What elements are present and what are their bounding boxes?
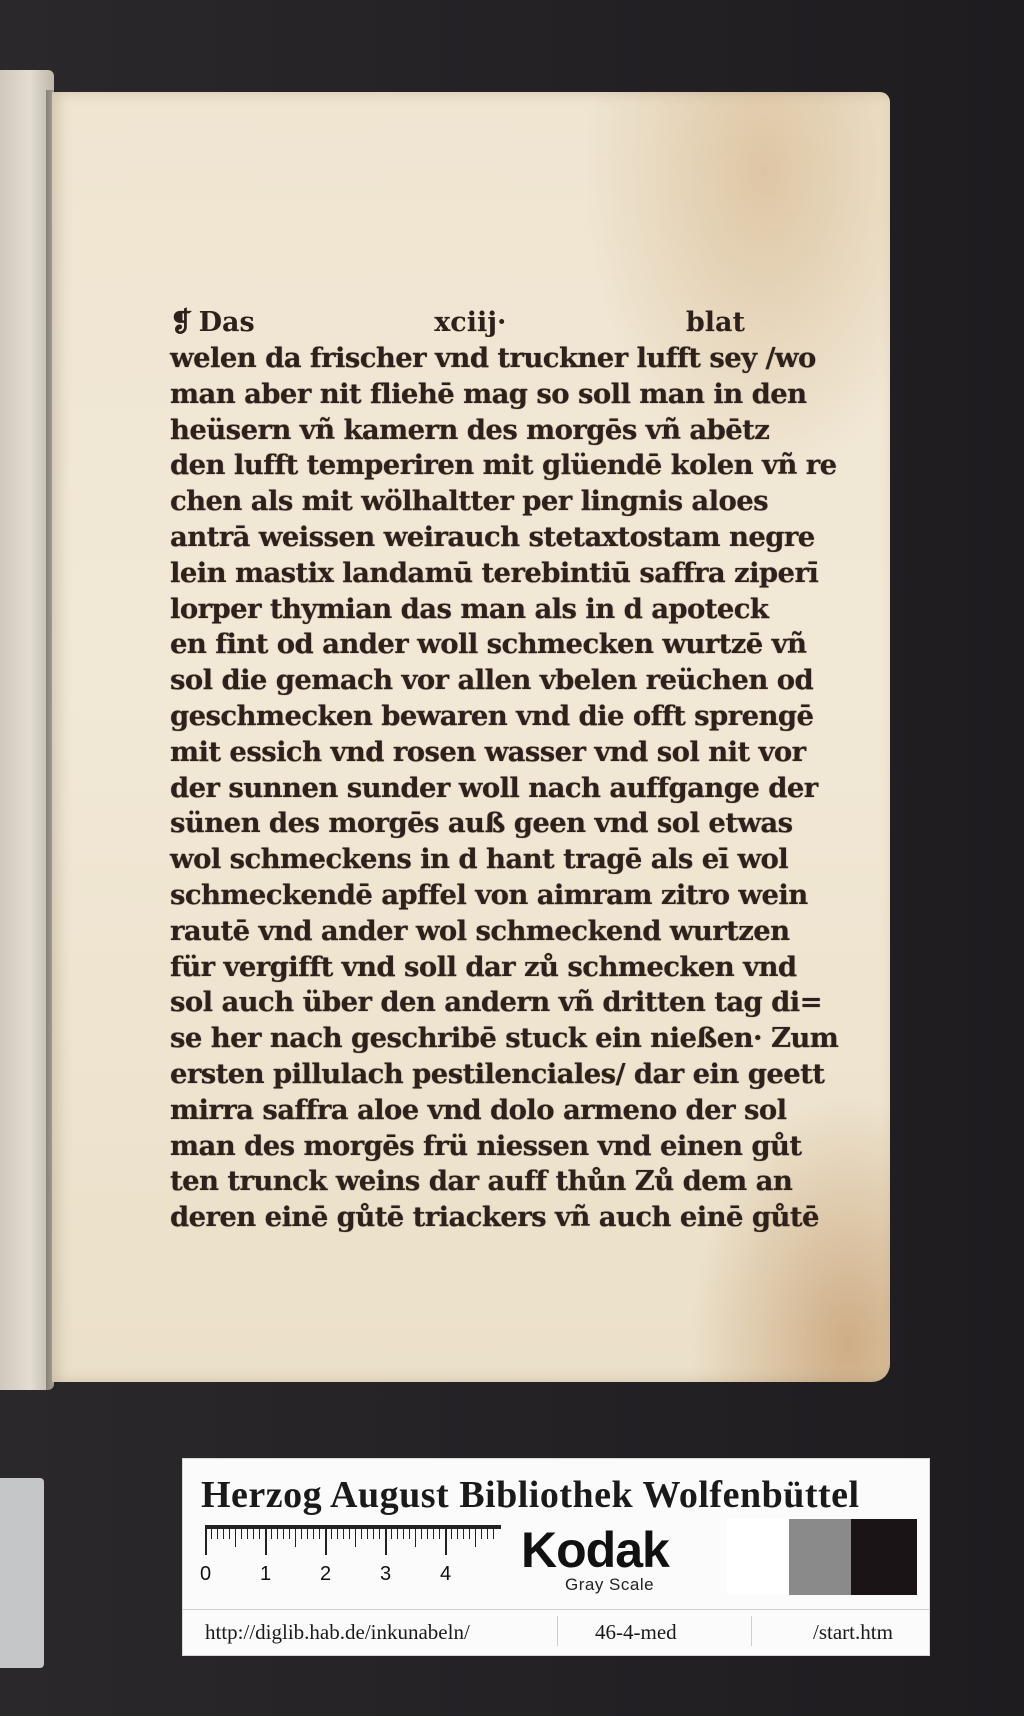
ruler-tick	[415, 1525, 416, 1547]
footer-url: http://diglib.hab.de/inkunabeln/	[205, 1620, 470, 1644]
text-line: ersten pillulach pestilenciales/ dar ein geett	[170, 1057, 825, 1090]
ruler-tick	[355, 1525, 356, 1547]
text-line: ten trunck weins dar auff thůn Zů dem an	[170, 1165, 793, 1198]
ruler-tick	[481, 1525, 482, 1539]
ruler-tick	[217, 1525, 218, 1539]
running-header	[170, 307, 785, 341]
ruler-tick	[445, 1525, 447, 1555]
text-line: antrā weissen weirauch stetaxtostam negre	[170, 520, 815, 553]
text-line: lorper thymian das man als in d apoteck	[170, 592, 769, 625]
ruler-tick	[223, 1525, 224, 1539]
text-line: lein mastix landamū terebintiū saffra ziperī	[170, 556, 819, 589]
black-patch	[851, 1519, 917, 1595]
ruler-tick	[319, 1525, 320, 1539]
gray-scale-caption: Gray Scale	[565, 1575, 655, 1594]
ruler-tick	[295, 1525, 296, 1547]
ruler-tick	[241, 1525, 242, 1539]
folio-number: xciij·	[434, 307, 507, 338]
ruler-tick	[259, 1525, 260, 1539]
gray-patch	[789, 1519, 855, 1595]
footer-divider	[751, 1616, 752, 1646]
ruler-tick	[487, 1525, 488, 1539]
text-line: sol die gemach vor allen vbelen reüchen od	[170, 664, 814, 697]
ruler-tick	[409, 1525, 410, 1539]
color-calibration-card	[182, 1458, 930, 1656]
measurement-ruler	[200, 1525, 505, 1585]
text-line: für vergifft vnd soll dar zů schmecken vnd	[170, 950, 797, 983]
ruler-number: 1	[260, 1563, 272, 1585]
ruler-tick	[229, 1525, 230, 1539]
footer-shelfmark: 46-4-med	[595, 1620, 677, 1644]
ruler-tick	[307, 1525, 308, 1539]
folio-page	[52, 92, 890, 1382]
header-left: ❡ Das	[170, 307, 255, 338]
card-footer	[183, 1609, 929, 1656]
ruler-tick	[271, 1525, 272, 1539]
ruler-tick	[427, 1525, 428, 1539]
text-line: geschmecken bewaren vnd die offt sprengē	[170, 699, 814, 732]
text-line: mit essich vnd rosen wasser vnd sol nit vor	[170, 735, 806, 768]
ruler-tick	[403, 1525, 404, 1539]
ruler-tick	[277, 1525, 278, 1539]
text-line: chen als mit wölhaltter per lingnis aloes	[170, 485, 769, 518]
ruler-tick	[253, 1525, 254, 1539]
spine-label	[0, 1478, 44, 1668]
ruler-tick	[235, 1525, 236, 1547]
ruler-tick	[421, 1525, 422, 1539]
footer-divider	[557, 1616, 558, 1646]
ruler-tick	[205, 1525, 207, 1555]
ruler-tick	[433, 1525, 434, 1539]
ruler-tick	[385, 1525, 387, 1555]
ruler-tick	[289, 1525, 290, 1539]
ruler-tick	[373, 1525, 374, 1539]
text-line: heüsern vñ kamern des morgēs vñ abētz	[170, 413, 770, 446]
text-line: sünen des morgēs auß geen vnd sol etwas	[170, 807, 793, 840]
ruler-tick	[301, 1525, 302, 1539]
text-line: schmeckendē apffel von aimram zitro wein	[170, 878, 808, 911]
text-line: en fint od ander woll schmecken wurtzē vñ	[170, 628, 807, 661]
text-line: deren einē gůtē triackers vñ auch einē gůtē	[170, 1201, 819, 1234]
ruler-tick	[337, 1525, 338, 1539]
ruler-tick	[475, 1525, 476, 1547]
text-line: mirra saffra aloe vnd dolo armeno der sol	[170, 1093, 787, 1126]
ruler-number: 0	[200, 1563, 212, 1585]
text-block	[170, 307, 839, 1236]
text-line: den lufft temperiren mit glüendē kolen vñ re	[170, 449, 837, 482]
header-right: blat	[685, 307, 745, 338]
ruler-tick	[469, 1525, 470, 1539]
ruler-tick	[331, 1525, 332, 1539]
ruler-tick	[211, 1525, 212, 1539]
ruler-tick	[367, 1525, 368, 1539]
ruler-tick	[493, 1525, 494, 1539]
text-line: man aber nit fliehē mag so soll man in den	[170, 377, 807, 410]
kodak-logo: Kodak	[521, 1522, 669, 1578]
ruler-tick	[325, 1525, 327, 1555]
ruler-tick	[361, 1525, 362, 1539]
text-line: rautē vnd ander wol schmeckend wurtzen	[170, 914, 790, 947]
ruler-tick	[349, 1525, 350, 1539]
ruler-tick	[247, 1525, 248, 1539]
ruler-tick	[463, 1525, 464, 1539]
ruler-tick	[343, 1525, 344, 1539]
ruler-tick	[265, 1525, 267, 1555]
ruler-number: 4	[440, 1563, 452, 1585]
ruler-tick	[379, 1525, 380, 1539]
ruler-tick	[457, 1525, 458, 1539]
ruler-tick	[283, 1525, 284, 1539]
white-patch	[727, 1519, 793, 1595]
body-text	[170, 341, 839, 1236]
text-line: wol schmeckens in d hant tragē als eī wol	[170, 843, 789, 876]
text-line: se her nach geschribē stuck ein nießen· Zum	[170, 1022, 839, 1055]
library-title: Herzog August Bibliothek Wolfenbüttel	[201, 1474, 860, 1516]
text-line: sol auch über den andern vñ dritten tag di=	[170, 986, 823, 1019]
ruler-number: 2	[320, 1563, 332, 1585]
text-line: welen da frischer vnd truckner lufft sey /wo	[170, 342, 816, 374]
ruler-tick	[397, 1525, 398, 1539]
ruler-number: 3	[380, 1563, 392, 1585]
ruler-tick	[439, 1525, 440, 1539]
text-line: der sunnen sunder woll nach auffgange der	[170, 771, 818, 804]
ruler-tick	[451, 1525, 452, 1539]
ruler-tick	[391, 1525, 392, 1539]
text-line: man des morgēs frü niessen vnd einen gůt	[170, 1129, 802, 1162]
footer-suffix: /start.htm	[813, 1620, 893, 1644]
pilcrow-icon: ❡	[170, 307, 193, 338]
ruler-tick	[313, 1525, 314, 1539]
